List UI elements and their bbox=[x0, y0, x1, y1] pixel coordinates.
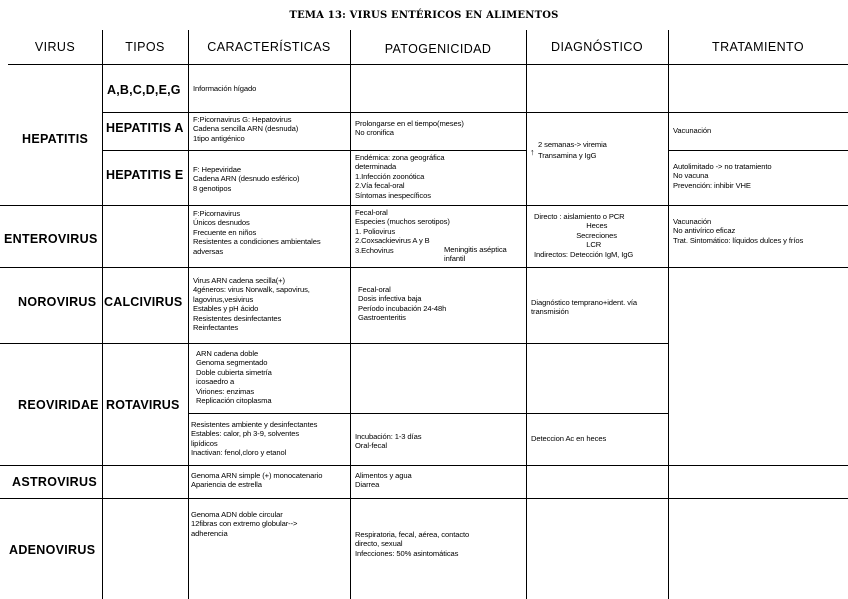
header-patogenicidad: PATOGENICIDAD bbox=[384, 42, 492, 56]
grid-line bbox=[0, 267, 848, 268]
grid-line bbox=[526, 30, 527, 599]
up-arrow-icon: ↑ bbox=[530, 147, 535, 157]
car-adenovirus: Genoma ADN doble circular 12fibras con extremo globular--> adherencia bbox=[191, 510, 298, 538]
pat-hepatitis-e: Endémica: zona geográfica determinada 1.Infección zoonótica 2.Vía fecal-oral Síntomas inespecíficos bbox=[355, 153, 445, 200]
pat-reoviridae: Incubación: 1-3 días Oral-fecal bbox=[355, 432, 422, 451]
pat-astrovirus: Alimentos y agua Diarrea bbox=[355, 471, 412, 490]
trat-enterovirus: Vacunación No antivírico eficaz Trat. Sintomático: líquidos dulces y fríos bbox=[673, 217, 804, 245]
pat-hepatitis-a: Prolongarse en el tiempo(meses) No cronifica bbox=[355, 119, 464, 138]
virus-adenovirus: ADENOVIRUS bbox=[9, 543, 96, 557]
grid-line bbox=[0, 465, 848, 466]
car-reoviridae-2: Resistentes ambiente y desinfectantes Estables: calor, ph 3-9, solventes lipídicos Inactivan: fenol,cloro y etanol bbox=[191, 420, 318, 458]
diag-norovirus: Diagnóstico temprano+ident. vía transmisión bbox=[531, 298, 638, 317]
header-diagnostico: DIAGNÓSTICO bbox=[551, 40, 643, 54]
tipo-hepatitis-general: A,B,C,D,E,G bbox=[107, 83, 181, 97]
virus-astrovirus: ASTROVIRUS bbox=[12, 475, 97, 489]
grid-line bbox=[350, 30, 351, 599]
virus-enterovirus: ENTEROVIRUS bbox=[4, 232, 98, 246]
virus-norovirus: NOROVIRUS bbox=[18, 295, 97, 309]
page-title: TEMA 13: VIRUS ENTÉRICOS EN ALIMENTOS bbox=[289, 10, 559, 21]
virus-reoviridae: REOVIRIDAE bbox=[18, 398, 99, 412]
pat-enterovirus: Fecal-oral Especies (muchos serotipos) 1. Poliovirus 2.Coxsackievirus A y B 3.Echovirus bbox=[355, 208, 450, 255]
grid-line bbox=[8, 64, 848, 65]
car-reoviridae-1: ARN cadena doble Genoma segmentado Doble cubierta simetría icosaedro a Viriones: enzimas Replicación citoplasma bbox=[196, 349, 272, 406]
pat-norovirus: Fecal-oral Dosis infectiva baja Período incubación 24-48h Gastroenteritis bbox=[358, 285, 447, 323]
header-tratamiento: TRATAMIENTO bbox=[712, 40, 804, 54]
diag-reoviridae: Deteccion Ac en heces bbox=[531, 434, 607, 443]
diag-enterovirus: Directo : aislamiento o PCR Heces Secreciones LCR Indirectos: Detección IgM, IgG bbox=[534, 212, 634, 259]
grid-line bbox=[0, 498, 848, 499]
car-hepatitis-a: F:Picornavirus G: Hepatovirus Cadena sencilla ARN (desnuda) 1tipo antigénico bbox=[193, 115, 299, 143]
virus-hepatitis: HEPATITIS bbox=[22, 132, 89, 146]
tipo-calcivirus: CALCIVIRUS bbox=[104, 295, 183, 309]
grid-line bbox=[188, 30, 189, 599]
grid-line bbox=[0, 343, 668, 344]
tipo-rotavirus: ROTAVIRUS bbox=[106, 398, 180, 412]
trat-hepatitis-e: Autolimitado -> no tratamiento No vacuna Prevención: inhibir VHE bbox=[673, 162, 772, 190]
grid-line bbox=[102, 30, 103, 599]
trat-hepatitis-a: Vacunación bbox=[673, 126, 712, 135]
car-astrovirus: Genoma ARN simple (+) monocatenario Apariencia de estrella bbox=[191, 471, 323, 490]
diag-hepatitis-line1: 2 semanas-> viremia bbox=[538, 140, 607, 149]
tipo-hepatitis-a: HEPATITIS A bbox=[106, 121, 184, 135]
header-tipos: TIPOS bbox=[125, 40, 165, 54]
grid-line bbox=[102, 112, 848, 113]
diag-hepatitis-line2: Transamina y IgG bbox=[538, 151, 597, 160]
car-hepatitis-e: F: Hepeviridae Cadena ARN (desnudo esférico) 8 genotipos bbox=[193, 165, 300, 193]
car-hepatitis-general: Información hígado bbox=[193, 84, 257, 93]
grid-line bbox=[0, 205, 848, 206]
grid-line bbox=[668, 150, 848, 151]
car-norovirus: Virus ARN cadena secilla(+) 4géneros: virus Norwalk, sapovirus, lagovirus,vesivirus Estables y pH ácido Resistentes desinfectantes Reinfectantes bbox=[193, 276, 310, 333]
pat-adenovirus: Respiratoria, fecal, aérea, contacto directo, sexual Infecciones: 50% asintomáticas bbox=[355, 530, 470, 558]
header-caracteristicas: CARACTERÍSTICAS bbox=[207, 40, 331, 54]
pat-enterovirus-side: Meningitis aséptica infantil bbox=[444, 245, 507, 264]
grid-line bbox=[668, 30, 669, 599]
grid-line bbox=[188, 413, 668, 414]
tipo-hepatitis-e: HEPATITIS E bbox=[106, 168, 184, 182]
car-enterovirus: F:Picornavirus Únicos desnudos Frecuente en niños Resistentes a condiciones ambientales adversas bbox=[193, 209, 321, 256]
grid-line bbox=[102, 150, 526, 151]
header-virus: VIRUS bbox=[34, 40, 76, 54]
